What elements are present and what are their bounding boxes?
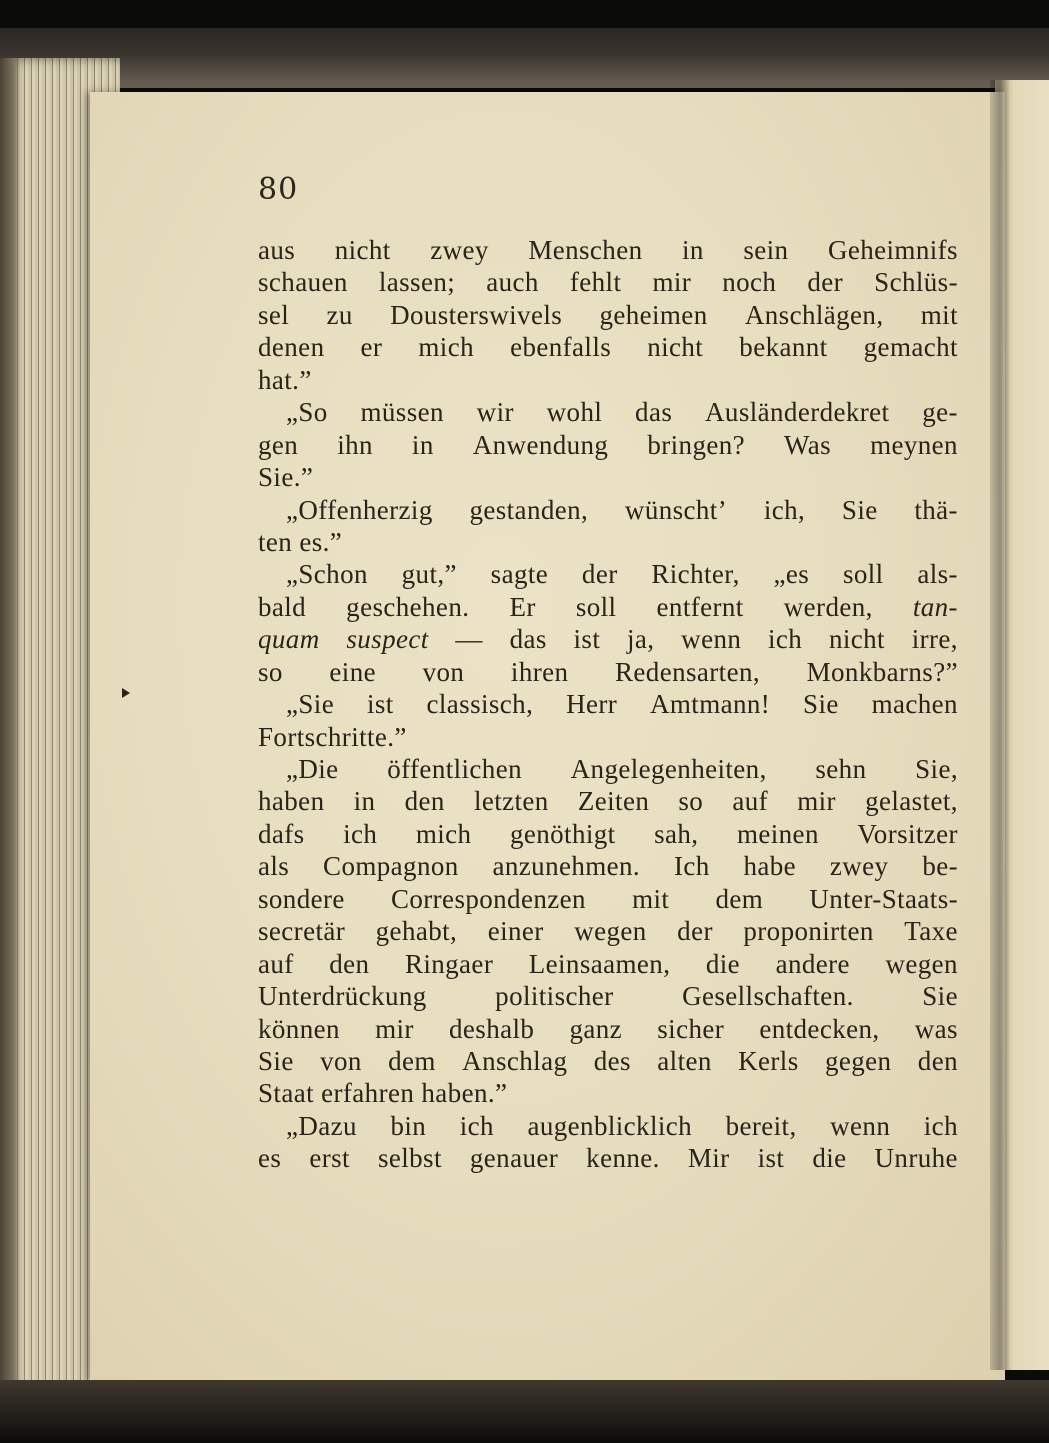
text-line: auf den Ringaer Leinsaamen, die andere wegen bbox=[258, 948, 958, 979]
text-line: aus nicht zwey Menschen in sein Geheimnifs bbox=[258, 235, 958, 265]
text-line: gen ihn in Anwendung bringen? Was meynen bbox=[258, 429, 958, 460]
text-line: Sie.” bbox=[258, 462, 314, 493]
text-line: schauen lassen; auch fehlt mir noch der Schlüs- bbox=[258, 267, 958, 298]
text-line: hat.” bbox=[258, 364, 312, 395]
text-line: haben in den letzten Zeiten so auf mir gelastet, bbox=[258, 786, 958, 817]
text-line: quam suspect — das ist ja, wenn ich nicht irre, bbox=[258, 624, 958, 655]
text-line: „Schon gut,” sagte der Richter, „es soll als- bbox=[286, 559, 958, 590]
gutter-shadow bbox=[990, 80, 1010, 1370]
book-binding-bottom bbox=[0, 1380, 1049, 1443]
text-line: „Sie ist classisch, Herr Amtmann! Sie machen bbox=[286, 689, 958, 720]
text-line: denen er mich ebenfalls nicht bekannt gemacht bbox=[258, 332, 958, 363]
text-line: als Compagnon anzunehmen. Ich habe zwey be- bbox=[258, 851, 958, 882]
text-line: sel zu Dousterswivels geheimen Anschlägen, mit bbox=[258, 299, 958, 330]
text-line: „Die öffentlichen Angelegenheiten, sehn Sie, bbox=[286, 754, 958, 784]
text-line: ten es.” bbox=[258, 526, 343, 557]
text-line: können mir deshalb ganz sicher entdecken, was bbox=[258, 1013, 958, 1044]
text-line: „So müssen wir wohl das Ausländerdekret ge- bbox=[286, 397, 958, 428]
book-binding-top bbox=[0, 28, 1049, 88]
text-line: Fortschritte.” bbox=[258, 721, 407, 752]
body-text bbox=[258, 234, 958, 1175]
text-line: „Dazu bin ich augenblicklich bereit, wenn ich bbox=[286, 1110, 958, 1141]
text-line: bald geschehen. Er soll entfernt werden, tan- bbox=[258, 591, 958, 622]
text-line: Staat erfahren haben.” bbox=[258, 1078, 508, 1109]
text-line: es erst selbst genauer kenne. Mir ist die Unruhe bbox=[258, 1143, 958, 1174]
text-line: Unterdrückung politischer Gesellschaften. Sie bbox=[258, 981, 958, 1012]
text-line: so eine von ihren Redensarten, Monkbarns?” bbox=[258, 656, 958, 687]
text-line: dafs ich mich genöthigt sah, meinen Vorsitzer bbox=[258, 818, 958, 849]
page-number: 80 bbox=[258, 172, 299, 207]
text-line: „Offenherzig gestanden, wünscht’ ich, Sie thä- bbox=[286, 494, 958, 525]
text-line: secretär gehabt, einer wegen der proponirten Taxe bbox=[258, 916, 958, 947]
text-line: Sie von dem Anschlag des alten Kerls gegen den bbox=[258, 1045, 958, 1076]
text-line: sondere Correspondenzen mit dem Unter-Staats- bbox=[258, 883, 958, 914]
margin-pointer-mark bbox=[122, 688, 130, 698]
